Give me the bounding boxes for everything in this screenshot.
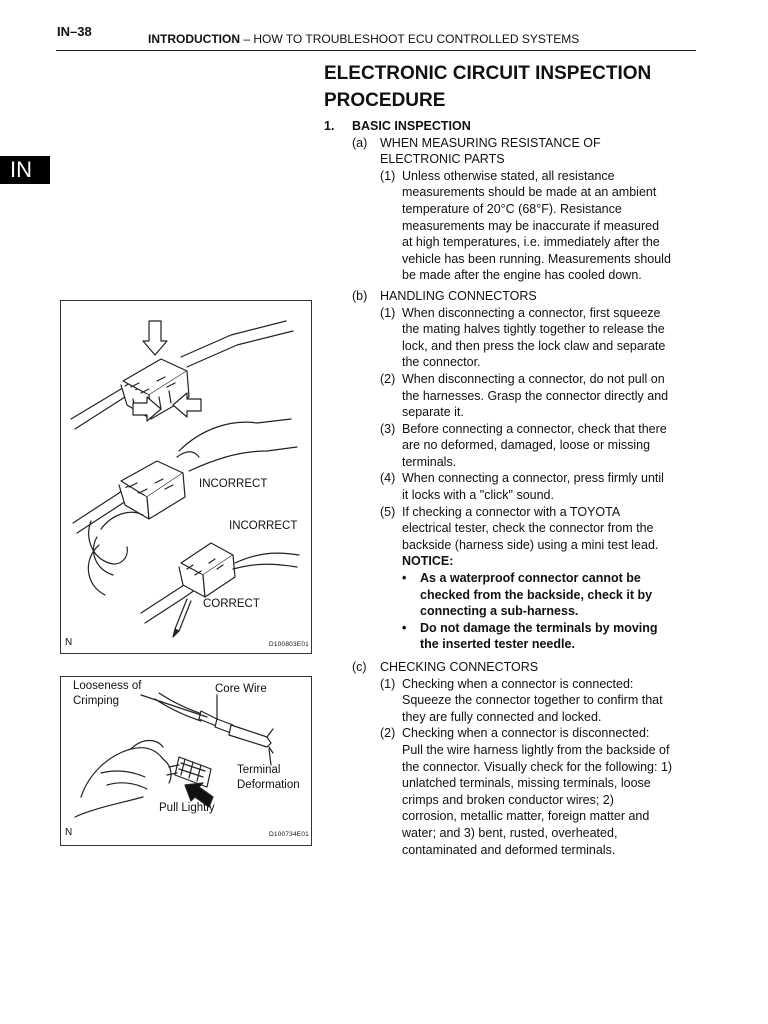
notice-bullet-2 (324, 620, 704, 653)
text-line: backside (harness side) using a mini test lead. (402, 537, 659, 552)
substep-label: (c) (352, 660, 367, 674)
text-line: temperature of 20°C (68°F). Resistance (402, 201, 622, 216)
terminal-label-line: Terminal (237, 764, 281, 776)
substep-heading-line: WHEN MEASURING RESISTANCE OF (380, 135, 601, 150)
item-b-1 (324, 305, 704, 371)
text-line: When disconnecting a connector, first squeeze (402, 305, 661, 320)
substep-heading (380, 135, 601, 168)
connector-handling-illustration (61, 301, 311, 653)
item-b-4 (324, 470, 704, 503)
core-wire-label: Core Wire (215, 683, 267, 695)
substep-c (324, 659, 704, 676)
bullet-text (420, 620, 658, 653)
item-b-5 (324, 504, 704, 554)
substep-heading: HANDLING CONNECTORS (380, 288, 537, 303)
text-line: Do not damage the terminals by moving (420, 620, 658, 635)
page-number: IN–38 (57, 24, 92, 39)
text-line: separate it. (402, 405, 464, 420)
text-line: measurements should be made at an ambient (402, 185, 657, 200)
item-label: (2) (380, 371, 396, 386)
notice-bullet-1 (324, 570, 704, 620)
text-line: measurements may be inaccurate if measured (402, 218, 660, 233)
item-a-1 (324, 168, 704, 284)
text-line: connecting a sub-harness. (420, 604, 579, 619)
text-line: corrosion, metallic matter, foreign matter and (402, 809, 650, 824)
looseness-label-line: Looseness of (73, 680, 142, 692)
text-line: If checking a connector with a TOYOTA (402, 504, 621, 519)
text-line: When connecting a connector, press firmly until (402, 471, 664, 486)
item-label: (4) (380, 471, 396, 486)
substep-label: (b) (352, 288, 368, 303)
substep-label: (a) (352, 135, 368, 150)
connector-check-figure (60, 676, 312, 846)
text-line: Before connecting a connector, check that there (402, 421, 667, 436)
item-text (402, 470, 664, 503)
step-number: 1. (324, 119, 335, 133)
substep-a (324, 135, 704, 168)
procedure-body (324, 118, 704, 858)
item-text (402, 371, 668, 421)
text-line: the harnesses. Grasp the connector directly and (402, 388, 669, 403)
incorrect-label-2: INCORRECT (229, 520, 298, 532)
item-label: (5) (380, 504, 396, 519)
text-line: vehicle has been running. Measurements should (402, 251, 671, 266)
item-text (402, 504, 658, 554)
text-line: electrical tester, check the connector from the (402, 521, 654, 536)
connector-handling-figure (60, 300, 312, 654)
running-header (148, 32, 579, 46)
figure-corner-mark: N (65, 827, 73, 838)
item-text (402, 168, 671, 284)
figure-corner-mark: N (65, 637, 73, 648)
correct-label: CORRECT (203, 598, 260, 610)
item-label: (1) (380, 305, 396, 320)
bullet-symbol: • (402, 571, 407, 586)
title-line-2: PROCEDURE (324, 90, 446, 111)
section-tab: IN (0, 156, 50, 184)
notice-title: NOTICE: (402, 554, 454, 569)
item-label: (2) (380, 726, 396, 741)
text-line: crimps and broken conductor wires; 2) (402, 792, 614, 807)
text-line: at high temperatures, i.e. immediately after the (402, 235, 660, 250)
text-line: Checking when a connector is disconnected: (402, 726, 650, 741)
text-line: Squeeze the connector together to confirm that (402, 693, 663, 708)
bullet-text (420, 570, 652, 620)
terminal-label-line: Deformation (237, 779, 300, 791)
text-line: Pull the wire harness lightly from the backside of (402, 742, 670, 757)
section-title: HOW TO TROUBLESHOOT ECU CONTROLLED SYSTEMS (253, 32, 580, 46)
header-separator: – (243, 32, 251, 46)
text-line: lock, and then press the lock claw and separate (402, 338, 666, 353)
text-line: they are fully connected and locked. (402, 709, 602, 724)
text-line: terminals. (402, 454, 457, 469)
substep-heading-line: ELECTRONIC PARTS (380, 152, 505, 167)
text-line: the connector. Visually check for the following: 1) (402, 759, 673, 774)
pull-lightly-label: Pull Lightly (159, 802, 215, 814)
item-text (402, 421, 667, 471)
text-line: are no deformed, damaged, loose or missing (402, 438, 651, 453)
bullet-symbol: • (402, 620, 407, 635)
text-line: checked from the backside, check it by (420, 587, 653, 602)
incorrect-label-1: INCORRECT (199, 478, 268, 490)
text-line: it locks with a "click" sound. (402, 488, 554, 503)
looseness-label (73, 679, 141, 709)
step-1-heading (324, 118, 704, 135)
item-c-2 (324, 725, 704, 858)
text-line: Unless otherwise stated, all resistance (402, 168, 615, 183)
item-label: (1) (380, 168, 396, 183)
substep-b (324, 288, 704, 305)
terminal-deformation-label (237, 763, 300, 793)
text-line: As a waterproof connector cannot be (420, 571, 641, 586)
item-b-2 (324, 371, 704, 421)
header-rule (56, 50, 696, 51)
text-line: the inserted tester needle. (420, 637, 575, 652)
text-line: unlatched terminals, missing terminals, loose (402, 776, 651, 791)
text-line: Checking when a connector is connected: (402, 676, 634, 691)
text-line: the mating halves tightly together to release the (402, 322, 665, 337)
text-line: contaminated and deformed terminals. (402, 842, 616, 857)
figure-code: D100734E01 (269, 831, 309, 838)
section-name: INTRODUCTION (148, 32, 240, 46)
looseness-label-line: Crimping (73, 695, 120, 707)
item-c-1 (324, 676, 704, 726)
text-line: water; and 3) bent, rusted, overheated, (402, 825, 618, 840)
item-text (402, 725, 672, 858)
step-heading: BASIC INSPECTION (352, 119, 471, 133)
substep-heading: CHECKING CONNECTORS (380, 660, 539, 674)
item-label: (3) (380, 421, 396, 436)
title-line-1: ELECTRONIC CIRCUIT INSPECTION (324, 63, 652, 84)
page-title (324, 60, 724, 114)
text-line: be made after the engine has cooled down. (402, 268, 642, 283)
text-line: When disconnecting a connector, do not pull on (402, 371, 665, 386)
item-b-3 (324, 421, 704, 471)
figure-code: D100803E01 (269, 641, 309, 648)
item-label: (1) (380, 676, 396, 691)
item-text (402, 305, 665, 371)
item-text (402, 676, 663, 726)
text-line: the connector. (402, 355, 481, 370)
